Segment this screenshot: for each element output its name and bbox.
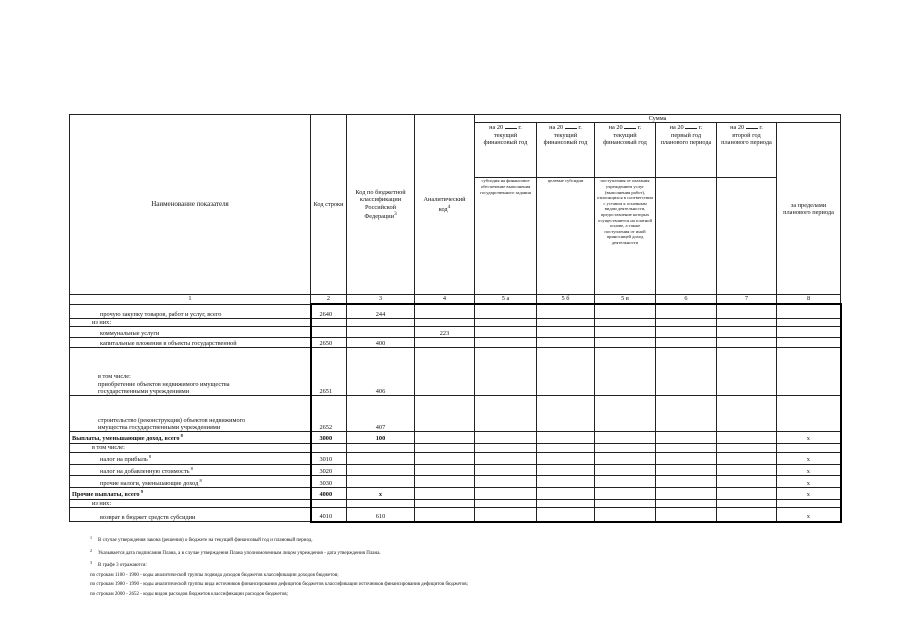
row-code: 3010 (311, 452, 347, 464)
row-amount-cell (475, 443, 537, 452)
footnote-number: 1 (90, 535, 92, 540)
colnum: 1 (70, 295, 311, 305)
colnum: 5 в (595, 295, 656, 305)
row-amount-cell (537, 304, 595, 318)
row-budget-code (347, 318, 415, 326)
row-amount-cell (717, 327, 777, 338)
row-amount-cell (537, 476, 595, 488)
row-indicator-text: налог на прибыль (100, 456, 148, 464)
row-indicator-name (70, 464, 311, 476)
row-amount-cell (475, 476, 537, 488)
row-beyond-plan (777, 396, 841, 432)
row-amount-cell (595, 318, 656, 326)
row-indicator-text: в том числе: (92, 444, 125, 452)
row-analytic-code (415, 476, 475, 488)
row-code: 3030 (311, 476, 347, 488)
row-footnote-mark: 8 (198, 477, 202, 483)
row-analytic-code: 223 (415, 327, 475, 338)
period-5b-prefix: на 20 (549, 124, 564, 132)
row-indicator-name (70, 338, 311, 348)
row-amount-cell (537, 452, 595, 464)
row-amount-cell (537, 443, 595, 452)
row-amount-cell (595, 464, 656, 476)
header-period-5v (595, 123, 656, 178)
table-row (70, 488, 841, 500)
footnote-text: по строкам 1100 - 1900 - коды аналитической группы подвида доходов бюджетов классификации доходов бюджетов; (90, 572, 339, 578)
row-amount-cell (656, 327, 717, 338)
row-indicator-name (70, 318, 311, 326)
table-row (70, 396, 841, 432)
row-indicator-text: из них: (92, 499, 112, 507)
table-row (70, 432, 841, 444)
row-amount-cell (656, 432, 717, 444)
table-row (70, 304, 841, 318)
row-amount-cell (595, 508, 656, 522)
row-amount-cell (656, 499, 717, 507)
row-indicator-name (70, 327, 311, 338)
row-footnote-mark: 8 (189, 465, 193, 471)
period-5b-suffix: г. (578, 124, 582, 132)
row-amount-cell (595, 338, 656, 348)
row-amount-cell (656, 443, 717, 452)
table-row (70, 452, 841, 464)
row-amount-cell (595, 432, 656, 444)
row-indicator-text: Прочие выплаты, всего (72, 491, 140, 499)
row-beyond-plan (777, 327, 841, 338)
row-indicator-line: приобретение объектов недвижимого имущества (98, 380, 230, 388)
row-beyond-plan: х (777, 432, 841, 444)
row-amount-cell (475, 452, 537, 464)
financial-plan-table (69, 114, 842, 523)
footnote-line (90, 590, 850, 600)
row-amount-cell (717, 476, 777, 488)
row-amount-cell (717, 396, 777, 432)
row-indicator-text: из них: (92, 318, 112, 326)
row-amount-cell (475, 464, 537, 476)
row-indicator-text: капитальные вложения в объекты государственной (100, 339, 237, 347)
row-analytic-code (415, 318, 475, 326)
table-body (70, 304, 841, 521)
row-budget-code (347, 476, 415, 488)
row-analytic-code (415, 464, 475, 476)
row-footnote-mark: 8 (147, 454, 152, 460)
colnum: 3 (347, 295, 415, 305)
row-amount-cell (595, 443, 656, 452)
row-amount-cell (595, 488, 656, 500)
row-amount-cell (537, 499, 595, 507)
row-amount-cell (475, 499, 537, 507)
row-budget-code (347, 327, 415, 338)
row-analytic-code (415, 443, 475, 452)
period-7-suffix: г. (759, 124, 763, 132)
row-beyond-plan: х (777, 464, 841, 476)
header-sub-6 (656, 178, 717, 295)
row-amount-cell (656, 452, 717, 464)
row-amount-cell (717, 443, 777, 452)
row-amount-cell (656, 488, 717, 500)
row-amount-cell (475, 304, 537, 318)
header-period-5b (537, 123, 595, 178)
row-amount-cell (537, 327, 595, 338)
footnote-text: Указывается дата подписания Плана, а в случае утверждения Плана уполномоченным лицом учреждения - дата утверждения Плана. (98, 550, 381, 556)
row-beyond-plan (777, 443, 841, 452)
row-indicator-name (70, 499, 311, 507)
colnum: 2 (311, 295, 347, 305)
period-5v-label: текущий финансовый год (603, 131, 647, 147)
row-analytic-code (415, 508, 475, 522)
period-5a-suffix: г. (518, 124, 522, 132)
row-amount-cell (717, 304, 777, 318)
period-6-label: первый год планового периода (660, 131, 712, 147)
row-amount-cell (537, 508, 595, 522)
footnotes (90, 533, 850, 600)
row-indicator-name (70, 304, 311, 318)
header-analytic-code (415, 115, 475, 295)
header-period-7 (717, 123, 777, 178)
header-sub-5v: поступления от оказания учреждением услуг (выполнения работ), относящихся в соответствии с уставом к основным видам деятельности, предоставление которых осуществляется на платной основе, а также поступления от иной приносящей доход деятельности (595, 178, 656, 295)
row-analytic-code (415, 452, 475, 464)
header-sub-7 (717, 178, 777, 295)
footnote-text: В графе 3 отражаются: (98, 563, 147, 569)
row-beyond-plan: х (777, 452, 841, 464)
period-6-suffix: г. (698, 124, 703, 132)
footnote-line (90, 580, 850, 590)
header-period-5a (475, 123, 537, 178)
row-amount-cell (717, 348, 777, 396)
row-analytic-code (415, 304, 475, 318)
row-budget-code: 400 (347, 338, 415, 348)
row-beyond-plan (777, 348, 841, 396)
row-analytic-code (415, 499, 475, 507)
row-amount-cell (717, 432, 777, 444)
row-code: 2650 (311, 338, 347, 348)
colnum: 4 (415, 295, 475, 305)
row-beyond-plan: х (777, 488, 841, 500)
header-analytic-code-text: Аналитический код (423, 196, 466, 213)
row-amount-cell (475, 432, 537, 444)
footnote-number: 3 (90, 560, 92, 566)
row-code (311, 499, 347, 507)
row-amount-cell (537, 488, 595, 500)
row-budget-code: 407 (347, 396, 415, 432)
row-amount-cell (656, 464, 717, 476)
row-indicator-line: строительство (реконструкция) объектов недвижимого (98, 416, 246, 424)
table-row (70, 338, 841, 348)
row-indicator-name (70, 476, 311, 488)
column-number-row (70, 295, 841, 305)
row-amount-cell (717, 464, 777, 476)
row-amount-cell (475, 508, 537, 522)
table-row (70, 499, 841, 507)
colnum: 7 (717, 295, 777, 305)
financial-plan-table-wrapper (69, 114, 840, 523)
table-row (70, 476, 841, 488)
row-indicator-line: имущества государственными учреждениями (98, 423, 221, 431)
row-amount-cell (656, 338, 717, 348)
row-indicator-text: коммунальные услуги (100, 329, 160, 337)
period-5v-prefix: на 20 (608, 124, 623, 132)
header-sub-5a: субсидия на финансовое обеспечение выполнения государственного задания (475, 178, 537, 295)
table-row (70, 508, 841, 522)
header-analytic-code-sup: 4 (447, 203, 451, 210)
row-indicator-name (70, 508, 311, 522)
row-amount-cell (475, 338, 537, 348)
table-row (70, 318, 841, 326)
row-budget-code (347, 464, 415, 476)
row-analytic-code (415, 488, 475, 500)
table-row (70, 443, 841, 452)
row-code: 2651 (311, 348, 347, 396)
row-budget-code (347, 452, 415, 464)
row-amount-cell (475, 488, 537, 500)
row-amount-cell (656, 476, 717, 488)
row-amount-cell (537, 464, 595, 476)
row-beyond-plan: х (777, 476, 841, 488)
row-indicator-text: прочие налоги, уменьшающие доход (100, 479, 199, 487)
row-analytic-code (415, 338, 475, 348)
colnum: 5 б (537, 295, 595, 305)
row-indicator-text: Выплаты, уменьшающие доход, всего (72, 435, 180, 443)
row-analytic-code (415, 432, 475, 444)
period-5b-label: текущий финансовый год (543, 131, 588, 147)
row-budget-code: 244 (347, 304, 415, 318)
row-analytic-code (415, 348, 475, 396)
footnote-text: по строкам 2000 - 2652 - коды видов расходов бюджетов классификации расходов бюджетов; (90, 591, 288, 597)
row-footnote-mark: 8 (179, 433, 183, 439)
row-amount-cell (595, 476, 656, 488)
row-beyond-plan (777, 304, 841, 318)
row-amount-cell (717, 488, 777, 500)
period-7-label: второй год планового периода (721, 131, 772, 147)
table-row (70, 464, 841, 476)
row-amount-cell (595, 452, 656, 464)
row-amount-cell (717, 499, 777, 507)
row-budget-code: х (347, 488, 415, 500)
header-row-code: Код строки (311, 115, 347, 295)
header-budget-code (347, 115, 415, 295)
row-analytic-code (415, 396, 475, 432)
row-indicator-name (70, 443, 311, 452)
header-beyond-plan: за пределами планового периода (777, 123, 841, 295)
colnum: 5 а (475, 295, 537, 305)
row-amount-cell (475, 396, 537, 432)
header-period-6 (656, 123, 717, 178)
row-amount-cell (475, 348, 537, 396)
period-5a-label: текущий финансовый год (483, 131, 528, 147)
header-sum: Сумма (475, 115, 841, 123)
row-amount-cell (537, 396, 595, 432)
row-amount-cell (595, 327, 656, 338)
period-7-prefix: на 20 (730, 124, 745, 132)
period-5v-suffix: г. (637, 124, 642, 132)
row-amount-cell (537, 432, 595, 444)
row-indicator-name (70, 396, 311, 432)
row-code: 2652 (311, 396, 347, 432)
header-indicator-name: Наименование показателя (70, 115, 311, 295)
row-code (311, 318, 347, 326)
row-indicator-text: прочую закупку товаров, работ и услуг, всего (100, 310, 222, 318)
row-code: 3020 (311, 464, 347, 476)
row-amount-cell (717, 318, 777, 326)
row-indicator-text: налог на добавленную стоимость (100, 467, 190, 475)
row-amount-cell (537, 348, 595, 396)
header-budget-code-sup: 3 (394, 211, 397, 218)
row-footnote-mark: 9 (139, 489, 143, 495)
row-budget-code: 100 (347, 432, 415, 444)
row-code: 2640 (311, 304, 347, 318)
row-amount-cell (595, 499, 656, 507)
row-amount-cell (475, 327, 537, 338)
footnote-text: по строкам 1980 - 1990 - коды аналитической группы вида источников финансирования дефицитов бюджетов классификации источников финансирования дефицитов бюджетов; (90, 582, 469, 588)
row-budget-code: 406 (347, 348, 415, 396)
row-indicator-line: в том числе: (98, 373, 131, 381)
row-beyond-plan (777, 318, 841, 326)
row-budget-code (347, 443, 415, 452)
row-code (311, 443, 347, 452)
row-code (311, 327, 347, 338)
footnote-line (90, 533, 850, 546)
row-indicator-text: возврат в бюджет средств субсидии (100, 513, 196, 521)
row-amount-cell (656, 304, 717, 318)
row-amount-cell (656, 348, 717, 396)
footnote-text: В случае утверждения закона (решения) о бюджете на текущий финансовый год и плановый период. (98, 538, 313, 543)
footnote-line (90, 546, 850, 559)
colnum: 6 (656, 295, 717, 305)
footnote-line (90, 558, 850, 571)
row-amount-cell (717, 338, 777, 348)
period-6-prefix: на 20 (669, 124, 684, 132)
table-row (70, 327, 841, 338)
row-beyond-plan (777, 499, 841, 507)
period-5a-prefix: на 20 (489, 124, 504, 132)
row-amount-cell (595, 396, 656, 432)
row-indicator-line: государственными учреждениями (98, 387, 190, 395)
colnum: 8 (777, 295, 841, 305)
row-code: 3000 (311, 432, 347, 444)
row-amount-cell (475, 318, 537, 326)
row-code: 4010 (311, 508, 347, 522)
row-amount-cell (537, 318, 595, 326)
row-amount-cell (717, 452, 777, 464)
row-amount-cell (656, 396, 717, 432)
row-amount-cell (656, 318, 717, 326)
footnote-number: 2 (90, 547, 92, 553)
row-indicator-name (70, 488, 311, 500)
header-budget-code-text: Код по бюджетной классификации Российской Федерации (355, 188, 406, 221)
row-amount-cell (717, 508, 777, 522)
row-amount-cell (595, 348, 656, 396)
row-indicator-name (70, 452, 311, 464)
row-budget-code: 610 (347, 508, 415, 522)
row-beyond-plan (777, 338, 841, 348)
footnote-line (90, 571, 850, 581)
row-code: 4000 (311, 488, 347, 500)
row-amount-cell (656, 508, 717, 522)
row-budget-code (347, 499, 415, 507)
row-amount-cell (595, 304, 656, 318)
row-indicator-name (70, 348, 311, 396)
table-row (70, 348, 841, 396)
row-indicator-name (70, 432, 311, 444)
header-sub-5b: целевые субсидии (537, 178, 595, 295)
row-beyond-plan: х (777, 508, 841, 522)
row-amount-cell (537, 338, 595, 348)
